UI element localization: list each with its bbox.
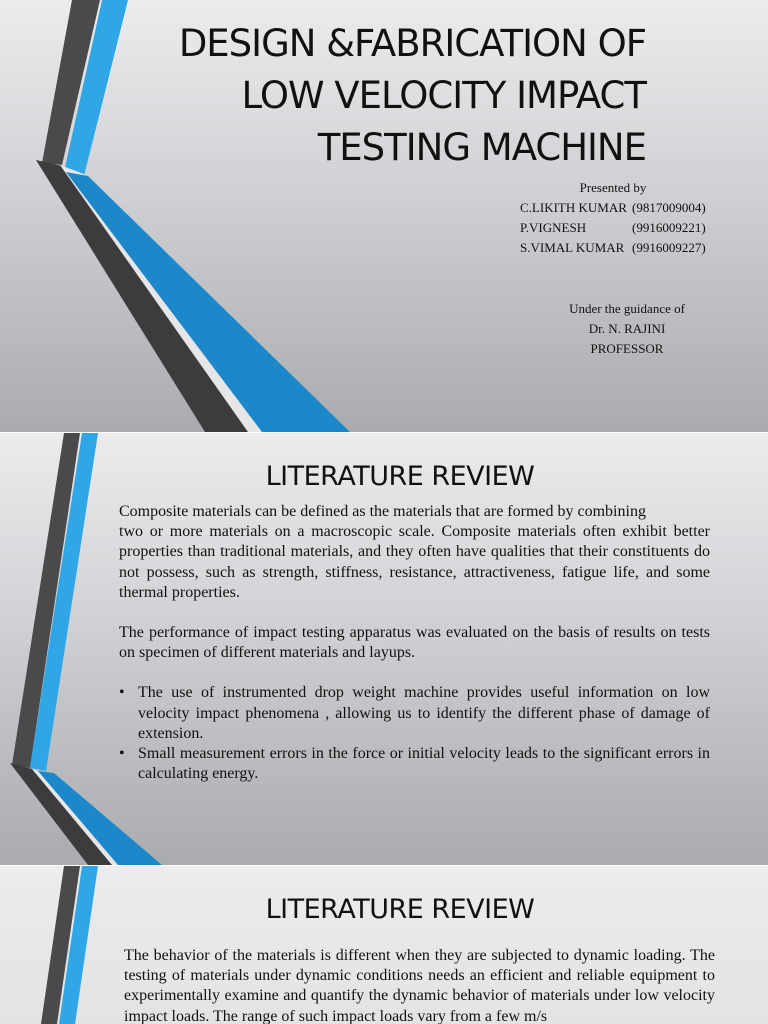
paragraph: The behavior of the materials is different when they are subjected to dynamic loading. The testing of materials under dynamic conditions needs an efficient and reliable equipment to experimentally examine and quantify the dynamic behavior of materials under low velocity impact loads. The range of such impact loads vary from a few m/s [124,947,715,1024]
slide-title: LITERATURE REVIEW [265,894,535,925]
presenter-name: C.LIKITH KUMAR [520,200,627,215]
presenter-row [520,238,730,258]
guide-title: PROFESSOR [590,341,664,356]
title-line: DESIGN &FABRICATION OF [178,22,646,65]
slide-body [119,502,710,784]
presenter-name: S.VIMAL KUMAR [520,240,625,255]
literature-review-slide [0,866,768,1024]
literature-review-slide [0,433,768,865]
presenter-row [520,198,730,218]
guide-name: Dr. N. RAJINI [588,321,666,336]
slide-title: LITERATURE REVIEW [265,461,535,492]
guidance-label: Under the guidance of [569,301,685,316]
bullet-list [119,683,710,784]
presenters-block [520,178,730,258]
title-line: TESTING MACHINE [317,126,646,169]
title-slide [0,0,768,432]
presented-by-label: Presented by [579,180,647,195]
presenter-id: (9817009004) [632,200,706,215]
presenter-row [520,218,730,238]
presenter-name: P.VIGNESH [520,220,587,235]
paragraph: The performance of impact testing apparatus was evaluated on the basis of results on tests on specimen of different materials and layups. [119,624,710,662]
bullet-item: • Small measurement errors in the force or initial velocity leads to the significant errors in calculating energy. [119,744,710,784]
guidance-block [540,299,714,359]
slide-body [124,946,715,1024]
presenter-id: (9916009227) [632,240,706,255]
title-line: LOW VELOCITY IMPACT [241,74,646,117]
bullet-item: • The use of instrumented drop weight machine provides useful information on low velocity impact phenomena , allowing us to identify the different phase of damage of extension. [119,683,710,744]
paragraph-line: Composite materials can be defined as the materials that are formed by combining [119,503,646,520]
paragraph: two or more materials on a macroscopic scale. Composite materials often exhibit better properties than traditional materials, and they often have qualities that their constituents do not possess, such as strength, stiffness, resistance, attractiveness, fatigue life, and some thermal properties. [119,523,710,601]
slide-title [120,18,646,174]
presenter-id: (9916009221) [632,220,706,235]
